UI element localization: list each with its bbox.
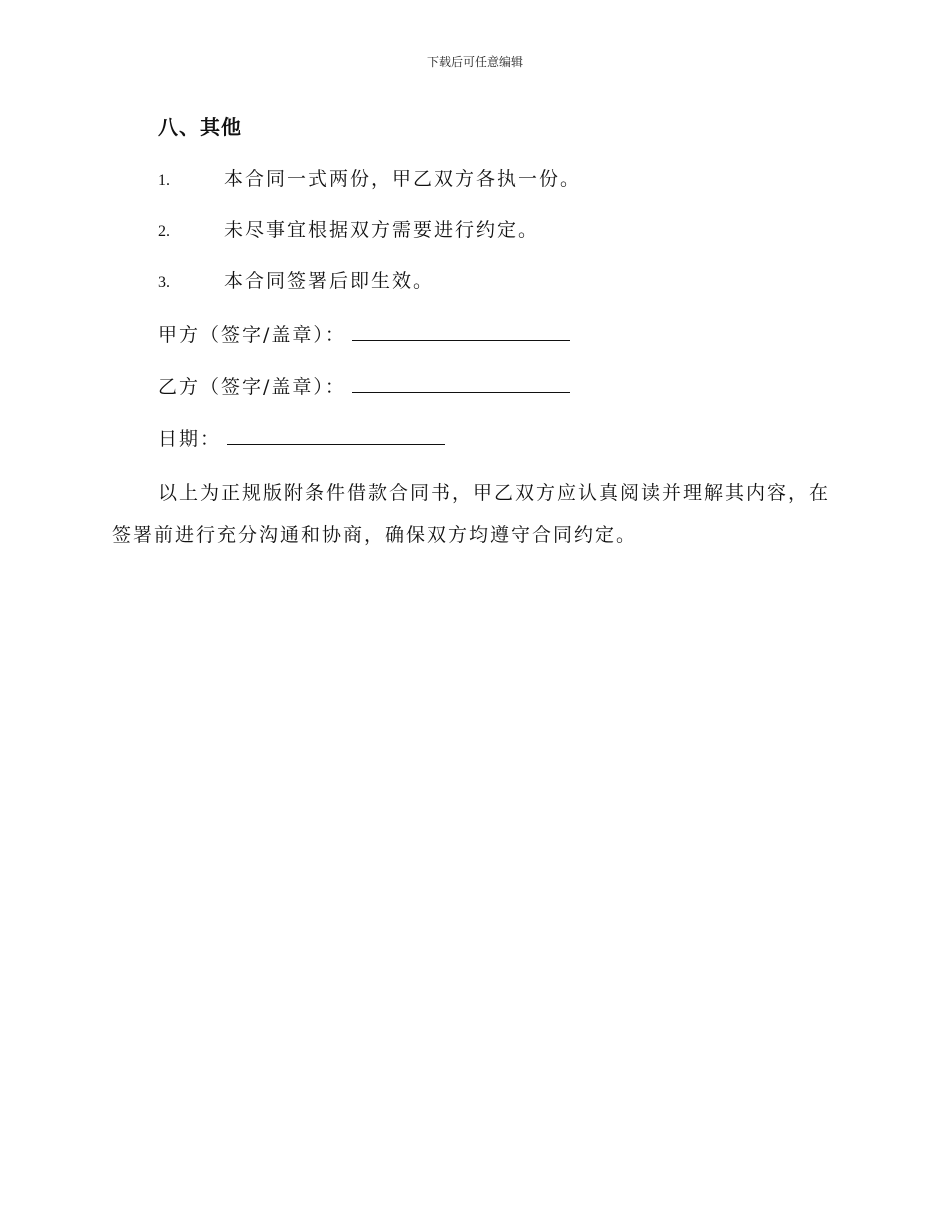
section-heading: 八、其他	[158, 115, 242, 139]
page-header: 下载后可任意编辑	[426, 55, 523, 69]
list-item-number: 2.	[158, 223, 170, 240]
date-line	[158, 422, 445, 454]
list-item-number: 1.	[158, 172, 170, 189]
list-item-text: 未尽事宜根据双方需要进行约定。	[224, 219, 540, 241]
party-b-label: 乙方（签字/盖章）：	[158, 376, 346, 398]
list-item-text: 本合同一式两份，甲乙双方各执一份。	[224, 168, 582, 190]
list-item	[158, 164, 581, 196]
date-blank[interactable]	[227, 422, 445, 445]
list-item	[158, 266, 434, 298]
list-item-text: 本合同签署后即生效。	[224, 270, 435, 292]
list-item-number: 3.	[158, 274, 170, 291]
party-a-signature-line	[158, 318, 570, 350]
party-a-signature-blank[interactable]	[352, 318, 570, 341]
party-b-signature-blank[interactable]	[352, 370, 570, 393]
list-item	[158, 215, 539, 247]
conclusion-paragraph: 以上为正规版附条件借款合同书，甲乙双方应认真阅读并理解其内容，在签署前进行充分沟通和协商，确保双方均遵守合同约定。	[112, 482, 831, 546]
party-a-label: 甲方（签字/盖章）：	[158, 324, 346, 346]
date-label: 日期：	[158, 428, 222, 450]
party-b-signature-line	[158, 370, 570, 402]
